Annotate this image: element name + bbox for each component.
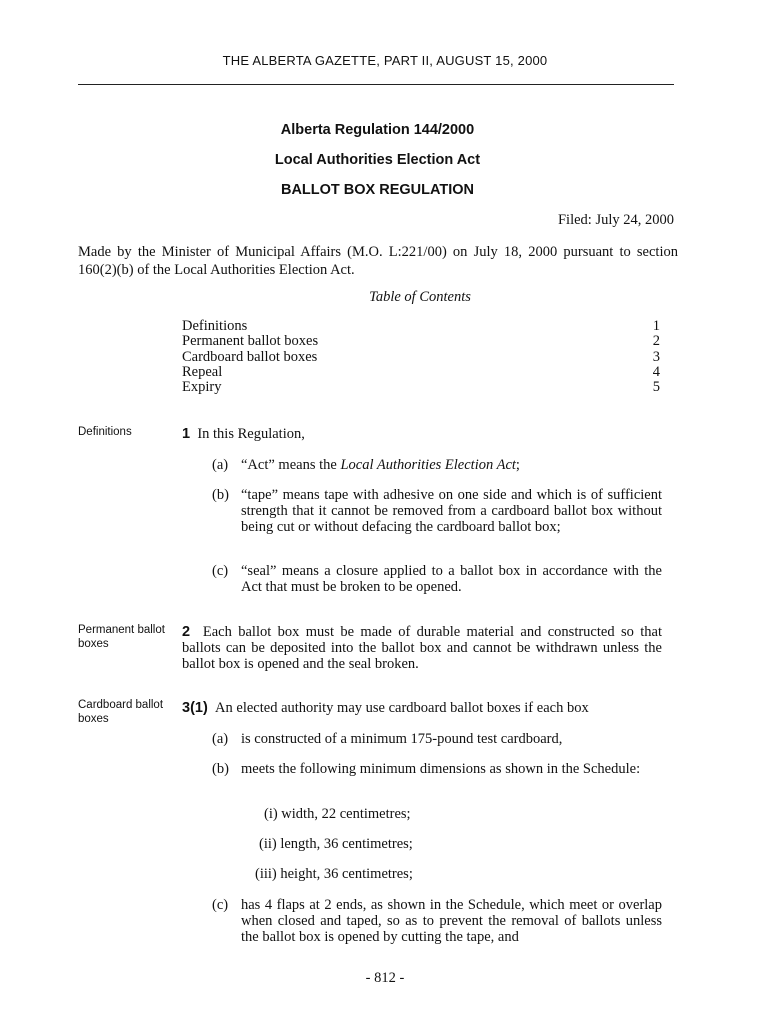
regulation-number: Alberta Regulation 144/2000 xyxy=(280,122,475,138)
act-title: Local Authorities Election Act xyxy=(274,152,481,168)
toc-label: Permanent ballot boxes xyxy=(182,333,319,350)
section-number: 2 xyxy=(182,624,191,640)
clause-label: (a) xyxy=(212,457,229,473)
clause-3b xyxy=(212,761,662,777)
subclause-iii: (iii) height, 36 centimetres; xyxy=(255,866,413,882)
toc-row xyxy=(182,319,660,334)
toc-label: Definitions xyxy=(182,318,248,334)
page-number: - 812 - xyxy=(365,970,405,986)
toc-heading: Table of Contents xyxy=(369,289,471,305)
subclause-ii: (ii) length, 36 centimetres; xyxy=(259,836,413,852)
clause-1b xyxy=(212,487,662,535)
clause-punct: ; xyxy=(515,457,520,473)
clause-text: is constructed of a minimum 175-pound test cardboard, xyxy=(241,731,563,747)
clause-1c xyxy=(212,563,662,595)
section-1-intro xyxy=(182,426,662,442)
clause-1a xyxy=(212,457,662,473)
toc-label: Expiry xyxy=(182,379,222,396)
section-text: Each ballot box must be made of durable material and constructed so that ballots can be deposited into the ballot box and cannot be withdrawn unless the ballot box is opened and the seal broken. xyxy=(182,624,662,672)
clause-label: (b) xyxy=(212,487,229,503)
clause-label: (b) xyxy=(212,761,229,777)
section-3-intro xyxy=(182,700,662,716)
margin-note-cardboard-ballot-boxes: Cardboard ballot boxes xyxy=(78,699,164,725)
gazette-header: THE ALBERTA GAZETTE, PART II, AUGUST 15, 2000 xyxy=(222,53,548,68)
section-text: An elected authority may use cardboard ballot boxes if each box xyxy=(215,700,589,716)
clause-text: “seal” means a closure applied to a ballot box in accordance with the Act that must be broken to be opened. xyxy=(241,563,662,595)
clause-text: meets the following minimum dimensions as shown in the Schedule: xyxy=(241,761,641,777)
act-name-italic: Local Authorities Election Act xyxy=(340,457,516,473)
toc-label: Repeal xyxy=(182,363,223,380)
clause-3c xyxy=(212,897,662,945)
clause-text: “Act” means the xyxy=(241,457,341,473)
toc-row xyxy=(182,334,660,349)
clause-text: has 4 flaps at 2 ends, as shown in the Schedule, which meet or overlap when closed and taped, so as to prevent the removal of ballots unless the ballot box is opened by cutting the tape, and xyxy=(241,897,662,945)
clause-text: “tape” means tape with adhesive on one side and which is of sufficient strength that it cannot be removed from a cardboard ballot box without being cut or without defacing the cardboard ballot box; xyxy=(241,487,662,535)
clause-label: (a) xyxy=(212,731,229,747)
filed-date: Filed: July 24, 2000 xyxy=(557,212,674,228)
section-number: 3(1) xyxy=(182,700,208,716)
intro-paragraph: Made by the Minister of Municipal Affairs (M.O. L:221/00) on July 18, 2000 pursuant to section 160(2)(b) of the Local Authorities Election Act. xyxy=(78,244,678,278)
toc-row xyxy=(182,350,660,365)
toc-number: 5 xyxy=(652,379,660,396)
regulation-title: BALLOT BOX REGULATION xyxy=(280,182,475,198)
toc-row xyxy=(182,365,660,380)
clause-label: (c) xyxy=(212,563,229,579)
margin-note-permanent-ballot-boxes: Permanent ballot boxes xyxy=(78,624,165,650)
section-2 xyxy=(182,624,662,672)
clause-label: (c) xyxy=(212,897,229,913)
toc-number: 1 xyxy=(652,318,660,334)
toc-number: 2 xyxy=(652,333,660,350)
header-rule xyxy=(78,84,674,85)
toc-number: 4 xyxy=(652,363,660,380)
subclause-i: (i) width, 22 centimetres; xyxy=(264,806,411,822)
section-number: 1 xyxy=(182,426,191,442)
toc-number: 3 xyxy=(652,348,660,365)
toc-row xyxy=(182,380,660,395)
section-text: In this Regulation, xyxy=(197,426,305,442)
margin-note-definitions: Definitions xyxy=(78,426,132,438)
clause-3a xyxy=(212,731,662,747)
toc-label: Cardboard ballot boxes xyxy=(182,348,318,365)
table-of-contents xyxy=(182,319,660,395)
